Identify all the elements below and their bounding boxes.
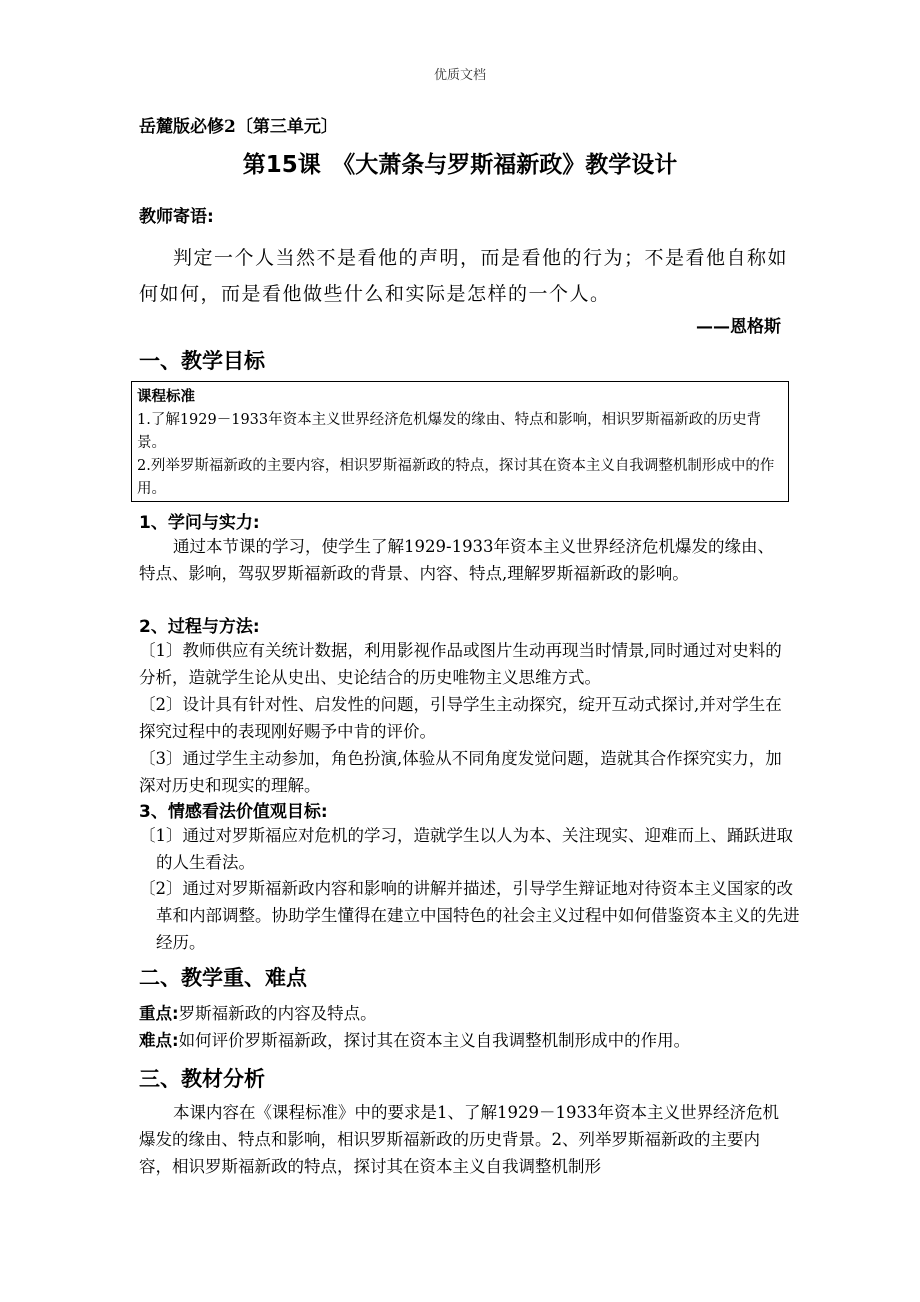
curriculum-standard-box: [131, 381, 789, 502]
quote-attribution: ——恩格斯: [696, 317, 781, 337]
difficulty-line: [139, 1027, 784, 1054]
page-header: 优质文档: [433, 68, 486, 83]
values-paragraph-1: 〔1〕通过对罗斯福应对危机的学习，造就学生以人为本、关注现实、迎难而上、踊跃进取的人生看法。: [139, 826, 793, 872]
subheading-values: 3、情感看法价值观目标:: [139, 802, 328, 822]
section-heading-key-points: 二、教学重、难点: [139, 966, 307, 990]
section-heading-textbook-analysis: 三、教材分析: [139, 1067, 265, 1091]
knowledge-paragraph: 通过本节课的学习，使学生了解1929-1933年资本主义世界经济危机爆发的缘由、特点、影响，驾驭罗斯福新政的背景、内容、特点,理解罗斯福新政的影响。: [139, 537, 775, 583]
difficulty-label: 难点:: [139, 1031, 179, 1050]
process-paragraph-2: 〔2〕设计具有针对性、启发性的问题，引导学生主动探究，绽开互动式探讨,并对学生在探究过程中的表现刚好赐予中肯的评价。: [139, 695, 782, 741]
teacher-quote: 判定一个人当然不是看他的声明，而是看他的行为；不是看他自称如何如何，而是看他做些什么和实际是怎样的一个人。: [139, 247, 789, 305]
subheading-knowledge: 1、学问与实力:: [139, 513, 260, 533]
document-title: 第15课 《大萧条与罗斯福新政》教学设计: [242, 152, 678, 178]
key-point-label: 重点:: [139, 1004, 179, 1023]
curriculum-standard-title: 课程标准: [137, 389, 195, 405]
curriculum-standard-item: 1.了解1929－1933年资本主义世界经济危机爆发的缘由、特点和影响，相识罗斯福新政的历史背景。: [137, 412, 762, 451]
series-label: 岳麓版必修2〔第三单元〕: [139, 117, 338, 137]
key-point-line: [139, 1000, 784, 1027]
process-paragraph-3: 〔3〕通过学生主动参加，角色扮演,体验从不同角度发觉问题，造就其合作探究实力，加深对历史和现实的理解。: [139, 749, 782, 795]
difficulty-text: 如何评价罗斯福新政，探讨其在资本主义自我调整机制形成中的作用。: [178, 1031, 691, 1050]
values-paragraph-2: 〔2〕通过对罗斯福新政内容和影响的讲解并描述，引导学生辩证地对待资本主义国家的改革和内部调整。协助学生懂得在建立中国特色的社会主义过程中如何借鉴资本主义的先进经历。: [139, 879, 800, 952]
process-paragraph-1: 〔1〕教师供应有关统计数据，利用影视作品或图片生动再现当时情景,同时通过对史料的分析，造就学生论从史出、史论结合的历史唯物主义思维方式。: [139, 641, 782, 687]
section-heading-objectives: 一、教学目标: [139, 349, 265, 373]
textbook-analysis-paragraph: 本课内容在《课程标准》中的要求是1、了解1929－1933年资本主义世界经济危机爆发的缘由、特点和影响，相识罗斯福新政的历史背景。2、列举罗斯福新政的主要内容，相识罗斯福新政的特点，探讨其在资本主义自我调整机制形: [139, 1103, 779, 1176]
subheading-process: 2、过程与方法:: [139, 617, 260, 637]
curriculum-standard-item: 2.列举罗斯福新政的主要内容，相识罗斯福新政的特点，探讨其在资本主义自我调整机制形成中的作用。: [137, 458, 775, 497]
key-point-text: 罗斯福新政的内容及特点。: [178, 1004, 377, 1023]
teacher-message-heading: 教师寄语:: [139, 207, 214, 227]
